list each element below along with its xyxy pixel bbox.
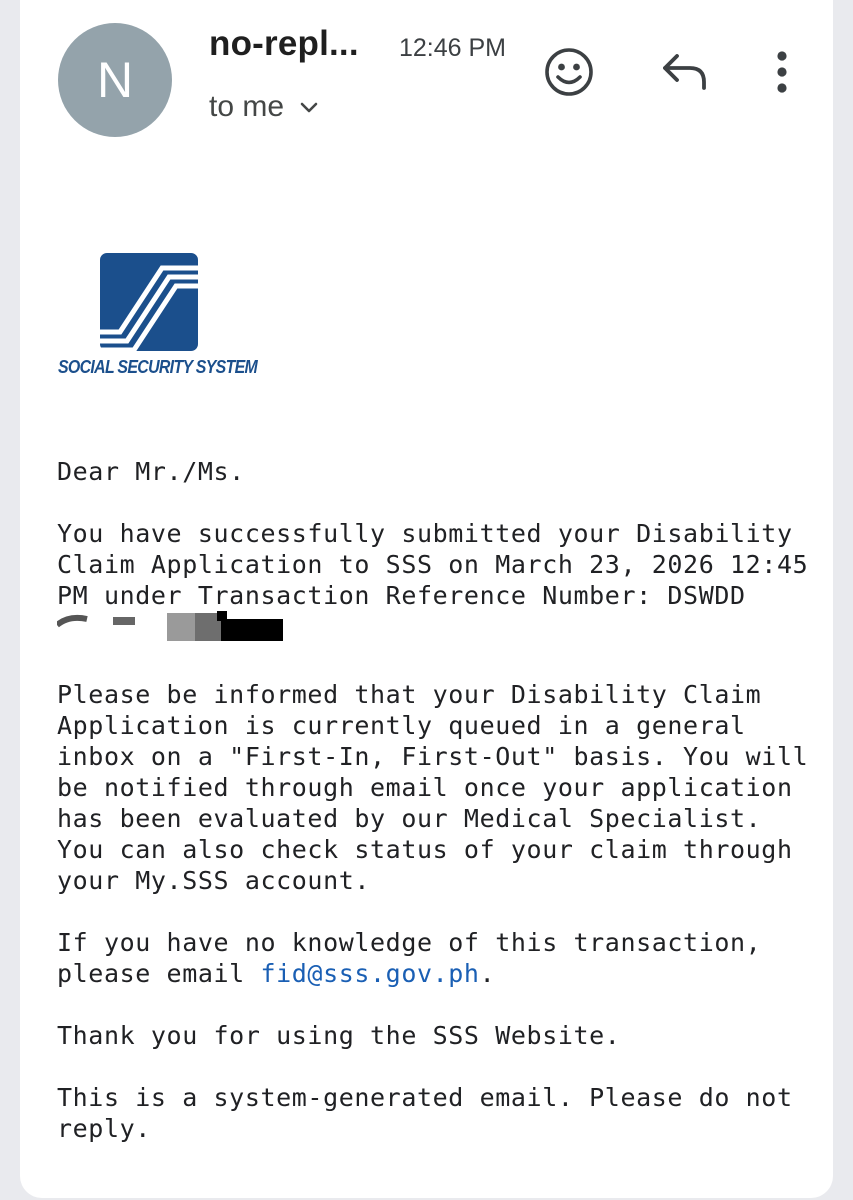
- chevron-down-icon: [300, 102, 318, 114]
- recipient-toggle[interactable]: [209, 90, 318, 124]
- sender-avatar[interactable]: N: [58, 23, 172, 137]
- email-card: [20, 0, 833, 1198]
- redaction-block: [57, 611, 287, 648]
- contact-paragraph: [57, 927, 817, 989]
- sss-logo-text: SOCIAL SECURITY SYSTEM: [58, 356, 258, 377]
- email-body: [57, 456, 824, 1144]
- contact-text: If you have no knowledge of this transaction, please email: [57, 928, 777, 988]
- emoji-icon[interactable]: [543, 46, 595, 98]
- thank-you-paragraph: Thank you for using the SSS Website.: [57, 1021, 621, 1050]
- confirmation-paragraph: [57, 518, 824, 648]
- more-vert-icon[interactable]: [770, 48, 794, 96]
- sender-name[interactable]: no-repl...: [209, 24, 359, 63]
- contact-text-end: .: [479, 959, 496, 988]
- greeting: Dear Mr./Ms.: [57, 457, 245, 486]
- confirmation-text: You have successfully submitted your Disability Claim Application to SSS on March 23, 2026 12:45 PM under Transaction Reference Number: DSWDD: [57, 519, 824, 610]
- support-email-link[interactable]: fid@sss.gov.ph: [260, 959, 480, 988]
- sss-logo-image: [100, 253, 198, 351]
- recipient-label: to me: [209, 90, 285, 123]
- queue-info-paragraph: Please be informed that your Disability Claim Application is currently queued in a general inbox on a "First-In, First-Out" basis. You will be notified through email once your application has been evaluated by our Medical Specialist. You can also check status of your claim through your My.SSS account.: [57, 680, 824, 895]
- reply-icon[interactable]: [660, 50, 708, 94]
- email-time: 12:46 PM: [399, 34, 507, 62]
- system-notice-paragraph: This is a system-generated email. Please do not reply.: [57, 1083, 809, 1143]
